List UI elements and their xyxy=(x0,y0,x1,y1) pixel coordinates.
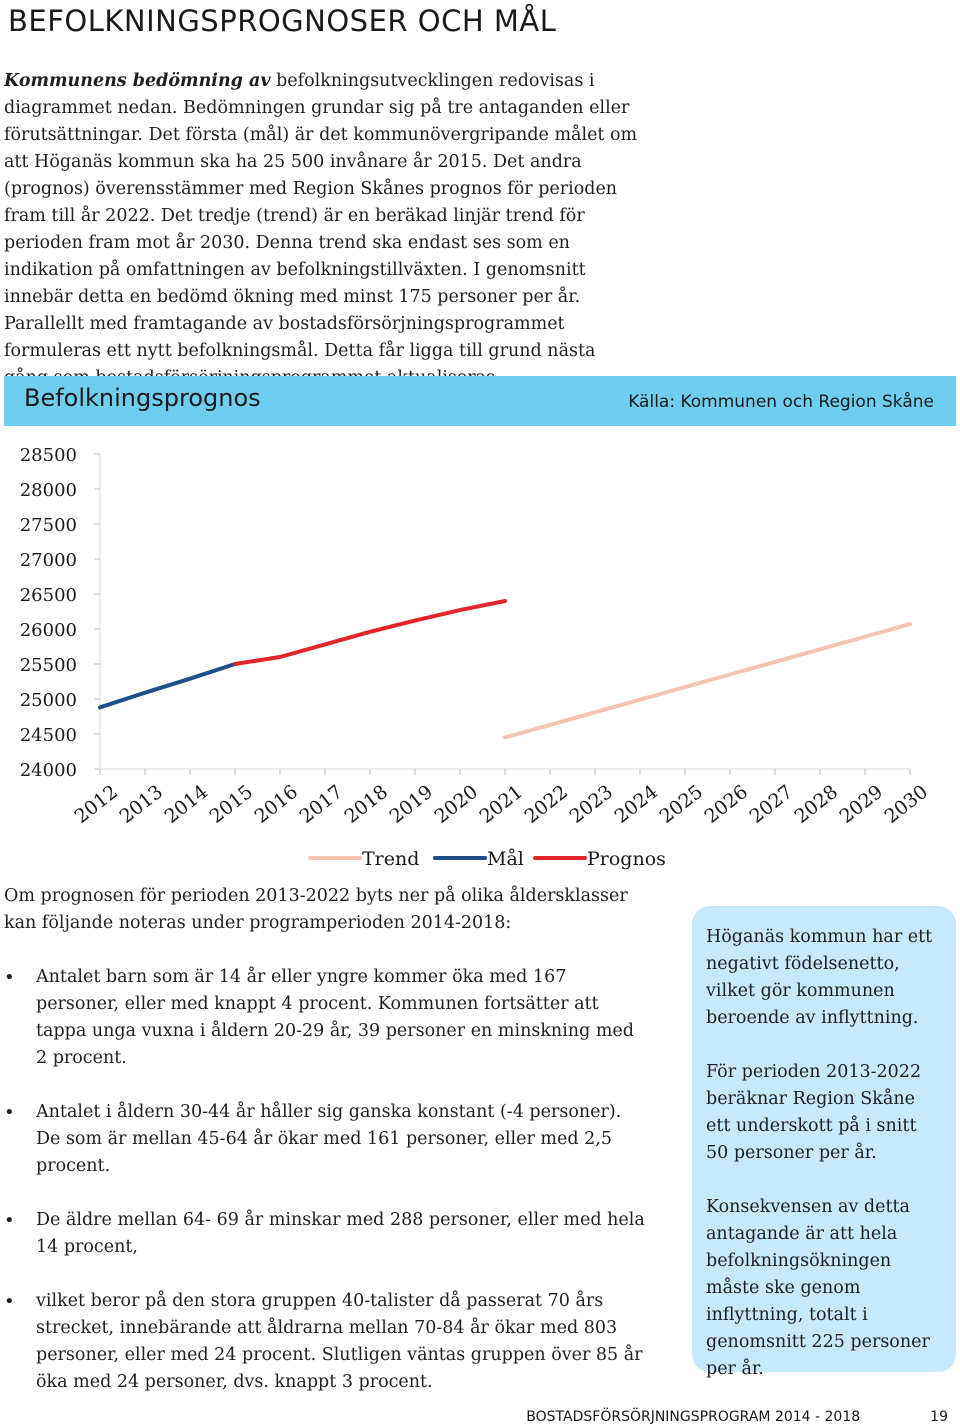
data-point xyxy=(504,600,507,603)
y-tick-label: 26000 xyxy=(19,620,77,641)
x-tick-label: 2012 xyxy=(70,780,123,828)
population-chart xyxy=(0,430,960,880)
series-line-trend xyxy=(505,624,910,737)
x-tick-label: 2015 xyxy=(205,780,258,828)
chart-title: Befolkningsprognos xyxy=(24,384,261,412)
page-footer xyxy=(526,1409,948,1425)
info-sidebox xyxy=(692,906,956,1379)
bullet-item: • Antalet barn som är 14 år eller yngre kommer öka med 167 personer, eller med knappt 4 procent. Kommunen fortsätter att tappa unga vuxna i åldern 20-29 år, 39 personer en minskning med 2 procent. xyxy=(0,964,650,1072)
legend-label: Prognos xyxy=(587,848,666,870)
data-point xyxy=(189,677,192,680)
footer-title: BOSTADSFÖRSÖRJNINGSPROGRAM 2014 - 2018 xyxy=(526,1409,861,1425)
x-tick-label: 2024 xyxy=(610,780,663,828)
sidebox-paragraph: Höganäs kommun har ett negativt födelsenetto, vilket gör kommunen beroende av inflyttning. xyxy=(706,927,933,1028)
x-tick-label: 2016 xyxy=(250,780,303,828)
data-point xyxy=(819,648,822,651)
chart-source: Källa: Kommunen och Region Skåne xyxy=(628,392,934,412)
x-tick-label: 2020 xyxy=(430,780,483,828)
page-number: 19 xyxy=(930,1409,948,1425)
x-tick-label: 2023 xyxy=(565,780,618,828)
bullet-item: • Antalet i åldern 30-44 år håller sig ganska konstant (-4 personer). De som är mellan 45-64 år ökar med 161 personer, eller med 2,5 procent. xyxy=(0,1099,650,1180)
below-chart-text: Om prognosen för perioden 2013-2022 byts ner på olika åldersklasser kan följande noteras under programperioden 2014-2018: xyxy=(4,886,628,933)
x-tick-label: 2030 xyxy=(880,780,933,828)
data-point xyxy=(639,698,642,701)
series-line-mål xyxy=(100,664,235,707)
y-tick-label: 25000 xyxy=(19,690,77,711)
x-tick-label: 2019 xyxy=(385,780,438,828)
legend-label: Mål xyxy=(487,848,524,870)
page-heading: BEFOLKNINGSPROGNOSER OCH MÅL xyxy=(8,4,557,38)
y-tick-label: 27000 xyxy=(19,550,77,571)
y-tick-label: 28500 xyxy=(19,445,77,466)
y-tick-label: 27500 xyxy=(19,515,77,536)
data-point xyxy=(504,736,507,739)
x-tick-label: 2014 xyxy=(160,780,213,828)
data-point xyxy=(414,619,417,622)
data-point xyxy=(459,609,462,612)
data-point xyxy=(279,656,282,659)
data-point xyxy=(909,623,912,626)
data-point xyxy=(369,630,372,633)
x-tick-label: 2013 xyxy=(115,780,168,828)
x-tick-label: 2029 xyxy=(835,780,888,828)
data-point xyxy=(684,686,687,689)
data-point xyxy=(774,660,777,663)
y-tick-label: 24000 xyxy=(19,760,77,781)
sidebox-paragraph: För perioden 2013-2022 beräknar Region Skåne ett underskott på i snitt 50 personer per år. xyxy=(706,1062,922,1163)
intro-lead: Kommunens bedömning av xyxy=(4,71,271,91)
x-tick-label: 2026 xyxy=(700,780,753,828)
data-point xyxy=(864,635,867,638)
intro-text: befolkningsutvecklingen redovisas i diagrammet nedan. Bedömningen grundar sig på tre antaganden eller förutsättningar. Det första (mål) är det kommunövergripande målet om att Höganäs kommun ska ha 25 500 invånare år 2015. Det andra (prognos) överensstämmer med Region Skånes prognos för perioden fram till år 2022. Det tredje (trend) är en beräkad linjär trend för perioden fram mot år 2030. Denna trend ska endast ses som en indikation på omfattningen av befolkningstillväxten. I genomsnitt innebär detta en bedömd ökning med minst 175 personer per år. Parallellt med framtagande av bostadsförsörjningsprogrammet formuleras ett nytt befolkningsmål. Detta får ligga till grund nästa xyxy=(4,71,638,361)
data-point xyxy=(729,673,732,676)
y-tick-label: 25500 xyxy=(19,655,77,676)
x-tick-label: 2017 xyxy=(295,780,348,828)
x-tick-label: 2022 xyxy=(520,780,573,828)
y-tick-label: 24500 xyxy=(19,725,77,746)
data-point xyxy=(99,706,102,709)
data-point xyxy=(594,711,597,714)
x-tick-label: 2021 xyxy=(475,780,528,828)
y-tick-label: 28000 xyxy=(19,480,77,501)
intro-paragraph xyxy=(4,68,644,392)
x-tick-label: 2027 xyxy=(745,780,798,828)
sidebox-paragraph: Konsekvensen av detta antagande är att hela befolkningsökningen måste ske genom inflyttning, totalt i genomsnitt 225 personer per år. xyxy=(706,1197,930,1379)
age-bullets xyxy=(0,964,650,1423)
data-point xyxy=(324,643,327,646)
data-point xyxy=(549,723,552,726)
legend-label: Trend xyxy=(362,848,420,870)
x-tick-label: 2028 xyxy=(790,780,843,828)
bullet-item: • De äldre mellan 64- 69 år minskar med 288 personer, eller med hela 14 procent, xyxy=(0,1207,650,1261)
data-point xyxy=(234,663,237,666)
x-tick-label: 2025 xyxy=(655,780,708,828)
x-tick-label: 2018 xyxy=(340,780,393,828)
bullet-item: • vilket beror på den stora gruppen 40-talister då passerat 70 års strecket, innebärande att åldrarna mellan 70-84 år ökar med 803 personer, eller med 24 procent. Slutligen väntas gruppen över 85 år öka med 24 personer, dvs. knappt 3 procent. xyxy=(0,1288,650,1396)
data-point xyxy=(144,691,147,694)
y-tick-label: 26500 xyxy=(19,585,77,606)
chart-banner xyxy=(4,376,956,426)
